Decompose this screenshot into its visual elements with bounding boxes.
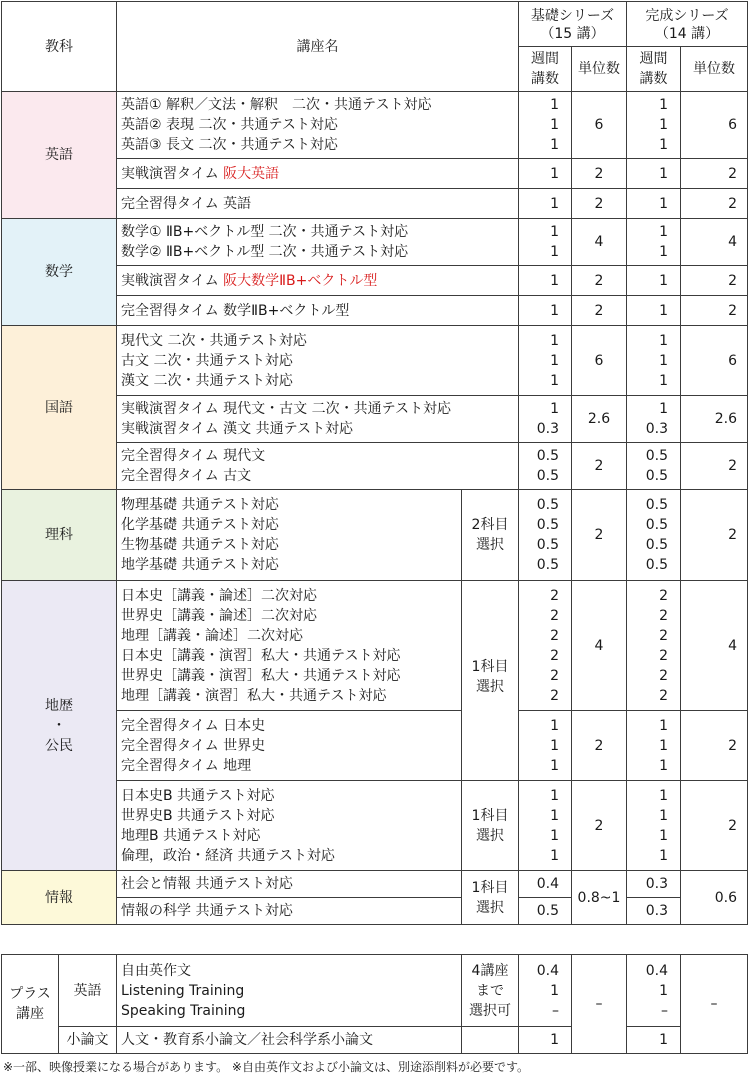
subject-social: 地歴 ・ 公民 — [2, 581, 117, 871]
basic-weekly: 1 1 1 1 — [519, 781, 572, 871]
plus-essay-course: 人文・教育系小論文／社会科学系小論文 — [117, 1027, 462, 1054]
complete-credits: 2 — [681, 443, 748, 490]
weekly-label-2: 講数 — [639, 71, 668, 87]
header-course: 講座名 — [117, 2, 519, 92]
highlight-osaka-english: 阪大英語 — [223, 165, 280, 182]
plus-english-courses: 自由英作文 Listening Training Speaking Training — [117, 955, 462, 1027]
social-courses-common: 日本史B 共通テスト対応 世界史B 共通テスト対応 地理B 共通テスト対応 倫理，政治・経済 共通テスト対応 — [117, 781, 462, 871]
complete-credits: 2 — [681, 296, 748, 326]
basic-credits: 2 — [572, 266, 627, 296]
header-complete-credits: 単位数 — [681, 47, 748, 92]
basic-weekly: 1 — [519, 159, 572, 189]
social-courses-lecture: 日本史［講義・論述］二次対応 世界史［講義・論述］二次対応 地理［講義・論述］二次対応 日本史［講義・演習］私大・共通テスト対応 世界史［講義・演習］私大・共通テスト対応 地理［講義・演習］私大・共通テスト対応 — [117, 581, 462, 711]
english-course-mastery: 完全習得タイム 英語 — [117, 189, 519, 219]
header-subject: 教科 — [2, 2, 117, 92]
social-select-note: 1科目 選択 — [462, 581, 519, 781]
complete-credits: 2 — [681, 189, 748, 219]
basic-credits: 2 — [572, 490, 627, 581]
japanese-course-practice: 実戦演習タイム 現代文・古文 二次・共通テスト対応 実戦演習タイム 漢文 共通テスト対応 — [117, 396, 519, 443]
course-table — [1, 1, 748, 925]
basic-credits: 4 — [572, 219, 627, 266]
basic-weekly: 1 — [519, 189, 572, 219]
basic-weekly: 0.4 — [519, 871, 572, 898]
highlight-osaka-math: 阪大数学ⅡB+ベクトル型 — [223, 272, 378, 289]
basic-weekly: 1 — [519, 296, 572, 326]
japanese-course-mastery: 完全習得タイム 現代文 完全習得タイム 古文 — [117, 443, 519, 490]
info-course-science: 情報の科学 共通テスト対応 — [117, 898, 462, 925]
basic-credits: 2 — [572, 781, 627, 871]
english-course-practice: 実戦演習タイム 阪大英語 — [117, 159, 519, 189]
complete-series-title: 完成シリーズ — [645, 8, 729, 24]
math-course-practice: 実戦演習タイム 阪大数学ⅡB+ベクトル型 — [117, 266, 519, 296]
basic-credits: – — [572, 955, 627, 1054]
basic-series-title: 基礎シリーズ — [530, 8, 615, 24]
complete-weekly: 1 — [627, 1027, 681, 1054]
complete-weekly: 0.3 — [627, 898, 681, 925]
basic-credits: 6 — [572, 92, 627, 159]
complete-credits: 2 — [681, 159, 748, 189]
course-line: 英語③ 長文 二次・共通テスト対応 — [121, 137, 338, 153]
social-courses-mastery: 完全習得タイム 日本史 完全習得タイム 世界史 完全習得タイム 地理 — [117, 711, 462, 781]
complete-weekly: 0.5 0.5 — [627, 443, 681, 490]
basic-weekly: 1 1 1 — [519, 92, 572, 159]
complete-weekly: 1 1 1 — [627, 711, 681, 781]
info-course-society: 社会と情報 共通テスト対応 — [117, 871, 462, 898]
weekly-label-2: 講数 — [531, 71, 559, 87]
basic-weekly: 1 1 1 — [519, 326, 572, 396]
basic-weekly: 0.5 — [519, 898, 572, 925]
plus-english-label: 英語 — [59, 955, 117, 1027]
header-complete-weekly — [627, 47, 681, 92]
complete-series-count: （14 講） — [654, 26, 720, 42]
complete-credits: 4 — [681, 219, 748, 266]
complete-weekly: 1 1 1 — [627, 326, 681, 396]
complete-credits: 4 — [681, 581, 748, 711]
science-courses: 物理基礎 共通テスト対応 化学基礎 共通テスト対応 生物基礎 共通テスト対応 地学基礎 共通テスト対応 — [117, 490, 462, 581]
complete-weekly: 1 1 1 1 — [627, 781, 681, 871]
header-complete-series — [627, 2, 748, 47]
subject-japanese: 国語 — [2, 326, 117, 490]
subject-math: 数学 — [2, 219, 117, 326]
plus-essay-label: 小論文 — [59, 1027, 117, 1054]
complete-credits: 2 — [681, 781, 748, 871]
complete-credits: – — [681, 955, 748, 1054]
course-line: 英語② 表現 二次・共通テスト対応 — [121, 117, 338, 133]
complete-credits: 2.6 — [681, 396, 748, 443]
weekly-label-1: 週間 — [531, 51, 559, 67]
complete-weekly: 0.4 1 – — [627, 955, 681, 1027]
basic-credits: 4 — [572, 581, 627, 711]
math-course-mastery: 完全習得タイム 数学ⅡB+ベクトル型 — [117, 296, 519, 326]
complete-credits: 2 — [681, 711, 748, 781]
complete-credits: 2 — [681, 490, 748, 581]
complete-credits: 2 — [681, 266, 748, 296]
science-select-note: 2科目 選択 — [462, 490, 519, 581]
subject-science: 理科 — [2, 490, 117, 581]
basic-credits: 2 — [572, 296, 627, 326]
header-basic-series — [519, 2, 627, 47]
plus-title: プラス 講座 — [2, 955, 59, 1054]
complete-weekly: 1 — [627, 296, 681, 326]
basic-credits: 6 — [572, 326, 627, 396]
complete-weekly: 1 — [627, 189, 681, 219]
info-select-note: 1科目 選択 — [462, 871, 519, 925]
basic-weekly: 2 2 2 2 2 2 — [519, 581, 572, 711]
basic-credits: 0.8~1 — [572, 871, 627, 925]
complete-credits: 6 — [681, 326, 748, 396]
complete-weekly: 2 2 2 2 2 2 — [627, 581, 681, 711]
complete-weekly: 1 — [627, 266, 681, 296]
complete-weekly: 0.3 — [627, 871, 681, 898]
basic-weekly: 0.4 1 – — [519, 955, 572, 1027]
weekly-label-1: 週間 — [639, 51, 668, 67]
math-course-main: 数学① ⅡB+ベクトル型 二次・共通テスト対応 数学② ⅡB+ベクトル型 二次・共通テスト対応 — [117, 219, 519, 266]
header-basic-weekly — [519, 47, 572, 92]
complete-weekly: 1 — [627, 159, 681, 189]
plus-course-table — [1, 954, 748, 1054]
basic-credits: 2 — [572, 159, 627, 189]
subject-info: 情報 — [2, 871, 117, 925]
basic-credits: 2 — [572, 711, 627, 781]
basic-weekly: 1 — [519, 266, 572, 296]
basic-weekly: 0.5 0.5 0.5 0.5 — [519, 490, 572, 581]
basic-credits: 2 — [572, 189, 627, 219]
plus-essay-select-empty — [462, 1027, 519, 1054]
complete-weekly: 1 1 — [627, 219, 681, 266]
basic-weekly: 1 0.3 — [519, 396, 572, 443]
basic-credits: 2 — [572, 443, 627, 490]
subject-english: 英語 — [2, 92, 117, 219]
basic-weekly: 1 — [519, 1027, 572, 1054]
footnote: ※一部、映像授業になる場合があります。 ※自由英作文および小論文は、別途添削料が必要です。 — [3, 1060, 530, 1074]
english-course-main — [117, 92, 519, 159]
basic-weekly: 0.5 0.5 — [519, 443, 572, 490]
japanese-course-main: 現代文 二次・共通テスト対応 古文 二次・共通テスト対応 漢文 二次・共通テスト対応 — [117, 326, 519, 396]
plus-select-note: 4講座 まで 選択可 — [462, 955, 519, 1027]
course-line: 英語① 解釈／文法・解釈 二次・共通テスト対応 — [121, 97, 432, 113]
complete-credits: 6 — [681, 92, 748, 159]
complete-credits: 0.6 — [681, 871, 748, 925]
basic-credits: 2.6 — [572, 396, 627, 443]
header-basic-credits: 単位数 — [572, 47, 627, 92]
complete-weekly: 0.5 0.5 0.5 0.5 — [627, 490, 681, 581]
basic-series-count: （15 講） — [540, 26, 605, 42]
complete-weekly: 1 1 1 — [627, 92, 681, 159]
basic-weekly: 1 1 — [519, 219, 572, 266]
basic-weekly: 1 1 1 — [519, 711, 572, 781]
complete-weekly: 1 0.3 — [627, 396, 681, 443]
social-select-note-2: 1科目 選択 — [462, 781, 519, 871]
